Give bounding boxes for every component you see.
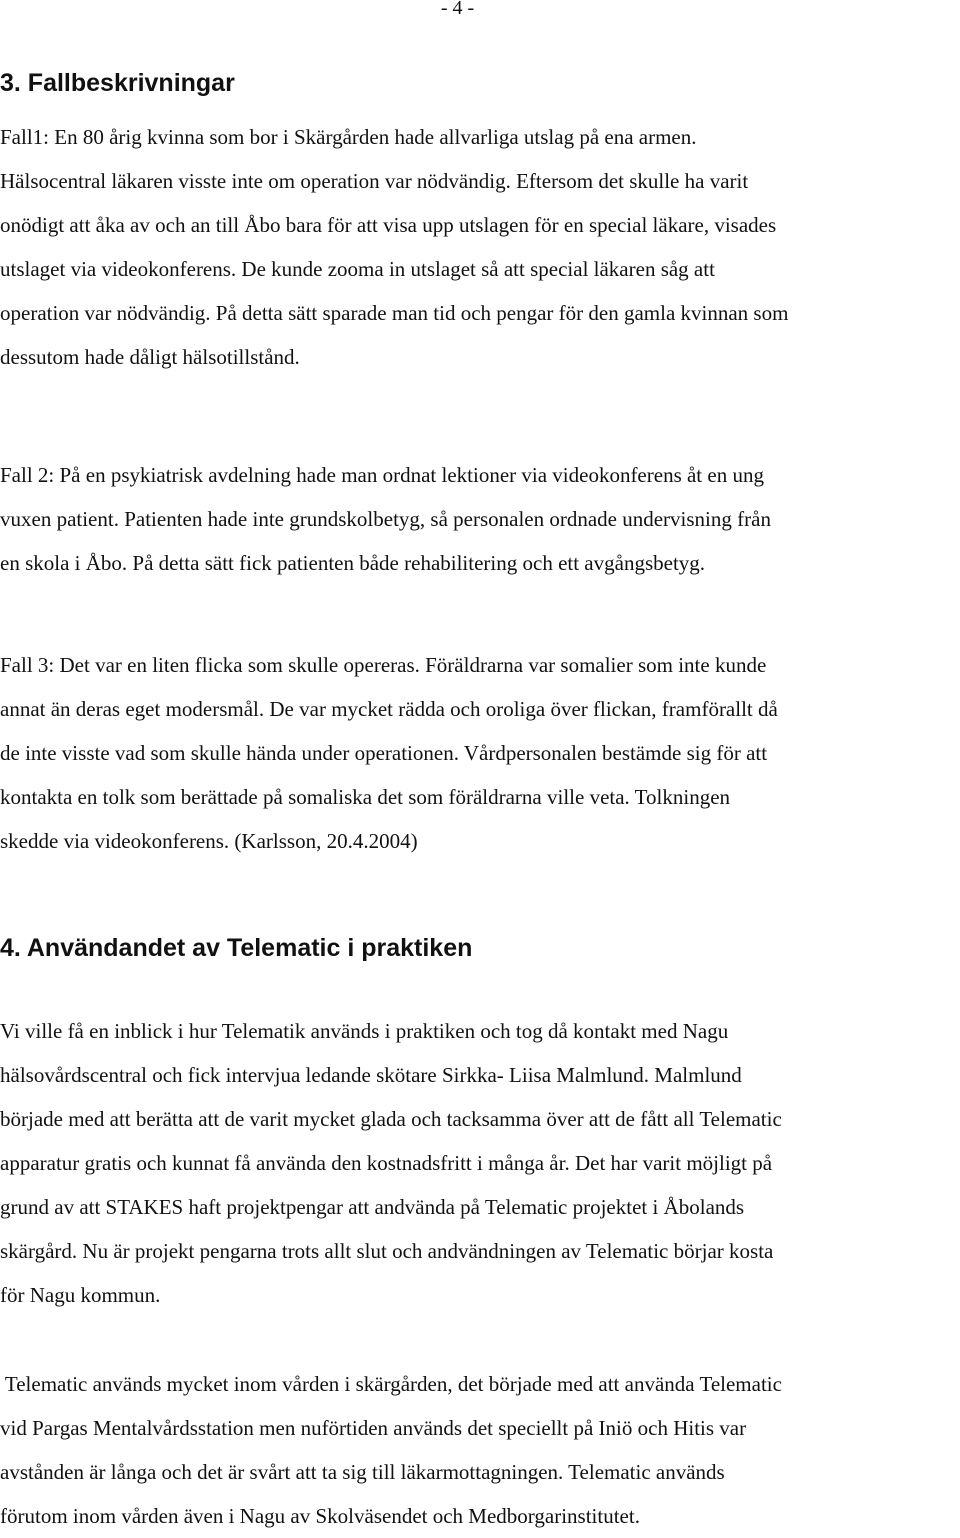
text-line: apparatur gratis och kunnat få använda den kostnadsfritt i många år. Det har varit möjligt på (0, 1151, 773, 1175)
text-line: en skola i Åbo. På detta sätt fick patienten både rehabilitering och ett avgångsbetyg. (0, 551, 706, 575)
section-heading-fallbeskrivningar: 3. Fallbeskrivningar (0, 69, 235, 97)
text-line: skärgård. Nu är projekt pengarna trots allt slut och andvändningen av Telematic börjar kosta (0, 1239, 774, 1263)
paragraph-fall-3 (0, 643, 960, 863)
text-line: Telematic används mycket inom vården i skärgården, det började med att använda Telematic (0, 1372, 782, 1396)
text-line: Fall 3: Det var en liten flicka som skulle opereras. Föräldrarna var somalier som inte kunde (0, 653, 767, 677)
text-line: Vi ville få en inblick i hur Telematik används i praktiken och tog då kontakt med Nagu (0, 1019, 729, 1043)
text-line: Fall1: En 80 årig kvinna som bor i Skärgården hade allvarliga utslag på ena armen. (0, 125, 697, 149)
paragraph-fall-1 (0, 115, 960, 379)
text-line: hälsovårdscentral och fick intervjua ledande skötare Sirkka- Liisa Malmlund. Malmlund (0, 1063, 742, 1087)
text-line: vid Pargas Mentalvårdsstation men nuförtiden används det speciellt på Iniö och Hitis var (0, 1416, 747, 1440)
paragraph-nagu-interview (0, 1009, 960, 1317)
paragraph-telematic-usage (0, 1362, 960, 1538)
text-line: onödigt att åka av och an till Åbo bara för att visa upp utslagen för en special läkare, visades (0, 213, 777, 237)
section-heading-telematic: 4. Användandet av Telematic i praktiken (0, 934, 473, 962)
text-line: dessutom hade dåligt hälsotillstånd. (0, 345, 300, 369)
text-line: avstånden är långa och det är svårt att ta sig till läkarmottagningen. Telematic används (0, 1460, 725, 1484)
text-line: förutom inom vården även i Nagu av Skolväsendet och Medborgarinstitutet. (0, 1504, 640, 1528)
text-line: grund av att STAKES haft projektpengar att andvända på Telematic projektet i Åbolands (0, 1195, 745, 1219)
text-line: operation var nödvändig. På detta sätt sparade man tid och pengar för den gamla kvinnan som (0, 301, 789, 325)
text-line: kontakta en tolk som berättade på somaliska det som föräldrarna ville veta. Tolkningen (0, 785, 731, 809)
text-line: skedde via videokonferens. (Karlsson, 20.4.2004) (0, 829, 418, 853)
text-line: vuxen patient. Patienten hade inte grundskolbetyg, så personalen ordnade undervisning från (0, 507, 771, 531)
text-line: Hälsocentral läkaren visste inte om operation var nödvändig. Eftersom det skulle ha varit (0, 169, 749, 193)
text-line: Fall 2: På en psykiatrisk avdelning hade man ordnat lektioner via videokonferens åt en ung (0, 463, 764, 487)
text-line: utslaget via videokonferens. De kunde zooma in utslaget så att special läkaren såg att (0, 257, 715, 281)
text-line: för Nagu kommun. (0, 1283, 161, 1307)
text-line: annat än deras eget modersmål. De var mycket rädda och oroliga över flickan, framförallt då (0, 697, 778, 721)
text-line: började med att berätta att de varit mycket glada och tacksamma över att de fått all Telematic (0, 1107, 782, 1131)
text-line: de inte visste vad som skulle hända under operationen. Vårdpersonalen bestämde sig för att (0, 741, 768, 765)
page-number: - 4 - (440, 0, 475, 19)
paragraph-fall-2 (0, 453, 960, 585)
